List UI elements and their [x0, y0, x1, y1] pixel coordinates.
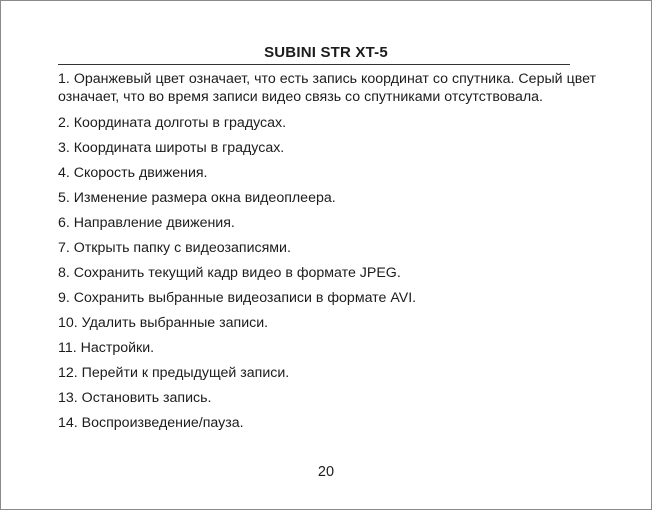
- legend-list: [58, 111, 596, 436]
- legend-item-7: 7. Открыть папку с видеозаписями.: [58, 240, 291, 256]
- legend-item-8: 8. Сохранить текущий кадр видео в формате JPEG.: [58, 265, 401, 281]
- legend-item-5: 5. Изменение размера окна видеоплеера.: [58, 190, 336, 206]
- legend-item-9: 9. Сохранить выбранные видеозаписи в формате AVI.: [58, 290, 417, 306]
- legend-item-12: 12. Перейти к предыдущей записи.: [58, 365, 290, 381]
- page-content: [58, 71, 596, 436]
- legend-item-6: 6. Направление движения.: [58, 215, 235, 231]
- intro-paragraph: 1. Оранжевый цвет означает, что есть запись координат со спутника. Серый цвет означает, что во время записи видео связь со спутниками отсутствовала.: [58, 71, 596, 105]
- page-header-title: SUBINI STR XT-5: [264, 44, 388, 61]
- header-divider: [58, 64, 570, 65]
- page-number: 20: [317, 464, 335, 480]
- legend-item-4: 4. Скорость движения.: [58, 165, 208, 181]
- legend-item-2: 2. Координата долготы в градусах.: [58, 115, 287, 131]
- legend-item-3: 3. Координата широты в градусах.: [58, 140, 285, 156]
- legend-item-14: 14. Воспроизведение/пауза.: [58, 415, 244, 431]
- legend-item-13: 13. Остановить запись.: [58, 390, 212, 406]
- legend-item-11: 11. Настройки.: [58, 340, 155, 356]
- legend-item-10: 10. Удалить выбранные записи.: [58, 315, 269, 331]
